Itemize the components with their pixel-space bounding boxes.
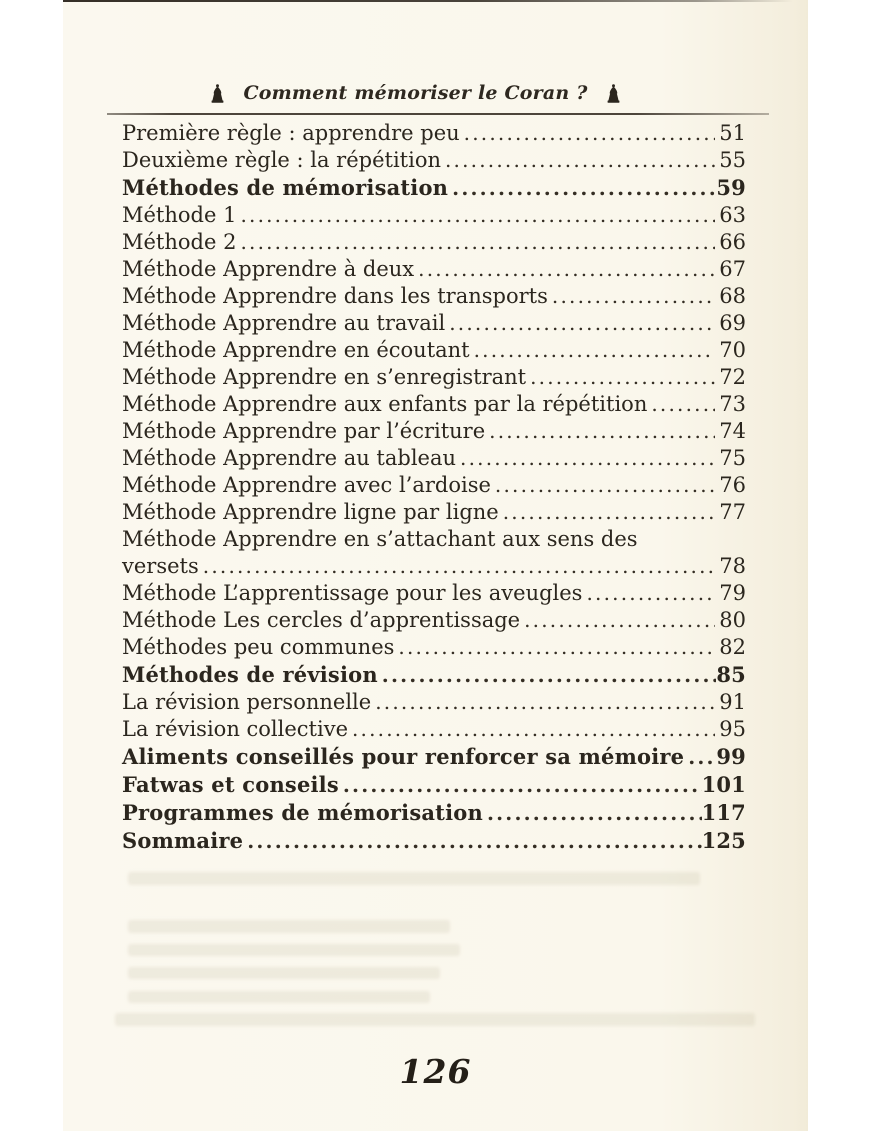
- toc-entry: [122, 472, 746, 499]
- toc-leader-dots: [449, 310, 715, 337]
- minaret-ornament-icon: [210, 84, 225, 103]
- toc-entry-label: La révision personnelle: [122, 690, 372, 714]
- running-header-title: Comment mémoriser le Coran ?: [243, 82, 588, 104]
- toc-entry-label: versets: [122, 554, 199, 578]
- toc-leader-dots: [586, 580, 715, 607]
- toc-entry-page: 85: [716, 662, 746, 687]
- toc-entry-label: Méthode Apprendre ligne par ligne: [122, 500, 499, 524]
- toc-entry-page: 70: [719, 338, 746, 362]
- bleedthrough-ghost-text: [128, 872, 700, 885]
- toc-entry-page: 79: [719, 581, 746, 605]
- toc-entry: [122, 526, 746, 553]
- running-header: [63, 82, 768, 104]
- bleedthrough-ghost-text: [128, 920, 450, 933]
- toc-entry-page: 74: [719, 419, 746, 443]
- toc-entry-label: Méthode Apprendre à deux: [122, 257, 415, 281]
- toc-leader-dots: [489, 418, 715, 445]
- toc-entry-page: 78: [719, 554, 746, 578]
- toc-entry-page: 101: [701, 772, 746, 797]
- toc-entry-label: Méthode 1: [122, 203, 237, 227]
- toc-leader-dots: [398, 634, 715, 661]
- toc-entry-page: 82: [719, 635, 746, 659]
- toc-entry: [122, 771, 746, 799]
- toc-entry-label: Programmes de mémorisation: [122, 800, 483, 825]
- toc-entry-page: 51: [719, 121, 746, 145]
- header-rule: [107, 113, 769, 115]
- toc-leader-dots: [247, 827, 701, 855]
- toc-entry-label: Méthode Apprendre aux enfants par la répétition: [122, 392, 648, 416]
- toc-entry-page: 59: [716, 175, 746, 200]
- toc-entry: [122, 364, 746, 391]
- bleedthrough-ghost-text: [128, 967, 440, 979]
- toc-entry-label: La révision collective: [122, 717, 348, 741]
- toc-entry-label: Sommaire: [122, 828, 244, 853]
- toc-entry: [122, 202, 746, 229]
- minaret-ornament-icon: [606, 84, 621, 103]
- bleedthrough-ghost-text: [128, 991, 430, 1003]
- toc-leader-dots: [343, 771, 702, 799]
- page-top-edge: [63, 0, 808, 2]
- toc-leader-dots: [688, 743, 716, 771]
- toc-leader-dots: [651, 391, 715, 418]
- toc-entry: [122, 174, 746, 202]
- toc-entry-page: 63: [719, 203, 746, 227]
- toc-entry-label: Méthode Apprendre au travail: [122, 311, 446, 335]
- toc-leader-dots: [487, 799, 702, 827]
- toc-entry-label: Méthodes peu communes: [122, 635, 395, 659]
- toc-leader-dots: [445, 147, 715, 174]
- toc-leader-dots: [503, 499, 716, 526]
- toc-entry-label: Méthode Les cercles d’apprentissage: [122, 608, 521, 632]
- toc-entry-page: 75: [719, 446, 746, 470]
- toc-entry: [122, 743, 746, 771]
- toc-entry-page: 76: [719, 473, 746, 497]
- toc-entry: [122, 418, 746, 445]
- toc-entry-page: 77: [719, 500, 746, 524]
- toc-entry-page: 73: [719, 392, 746, 416]
- toc-leader-dots: [460, 445, 715, 472]
- toc-entry: [122, 799, 746, 827]
- toc-entry: [122, 499, 746, 526]
- toc-entry: [122, 580, 746, 607]
- toc-entry-page: 91: [719, 690, 746, 714]
- toc-entry: [122, 391, 746, 418]
- toc-entry-label: Méthodes de mémorisation: [122, 175, 449, 200]
- toc-entry-label: Méthode Apprendre par l’écriture: [122, 419, 486, 443]
- toc-entry-page: 99: [716, 744, 746, 769]
- toc-entry: [122, 256, 746, 283]
- toc-entry-page: 66: [719, 230, 746, 254]
- toc-entry-label: Fatwas et conseils: [122, 772, 339, 797]
- folio-page-number: 126: [399, 1052, 472, 1091]
- toc-leader-dots: [452, 174, 716, 202]
- toc-leader-dots: [418, 256, 715, 283]
- toc-entry: [122, 827, 746, 855]
- toc-entry-page: 72: [719, 365, 746, 389]
- book-page: [63, 0, 808, 1131]
- toc-entry-page: 80: [719, 608, 746, 632]
- toc-leader-dots: [552, 283, 715, 310]
- toc-entry: [122, 689, 746, 716]
- toc-entry: [122, 120, 746, 147]
- toc-entry-label: Méthode 2: [122, 230, 237, 254]
- toc-entry-page: 68: [719, 284, 746, 308]
- toc-entry: [122, 283, 746, 310]
- toc-entry-label: Première règle : apprendre peu: [122, 121, 460, 145]
- toc-leader-dots: [495, 472, 715, 499]
- toc-leader-dots: [240, 202, 715, 229]
- toc-leader-dots: [352, 716, 715, 743]
- toc-entry: [122, 607, 746, 634]
- toc-entry-label: Méthodes de révision: [122, 662, 378, 687]
- toc-entry: [122, 661, 746, 689]
- toc-entry-label: Méthode Apprendre en écoutant: [122, 338, 470, 362]
- toc-leader-dots: [530, 364, 715, 391]
- toc-entry-page: 55: [719, 148, 746, 172]
- toc-leader-dots: [375, 689, 715, 716]
- bleedthrough-ghost-text: [128, 944, 460, 956]
- toc-entry-label: Méthode L’apprentissage pour les aveugles: [122, 581, 583, 605]
- toc-entry-label: Deuxième règle : la répétition: [122, 148, 441, 172]
- toc-entry: [122, 229, 746, 256]
- toc-leader-dots: [203, 553, 716, 580]
- toc-list: [122, 120, 746, 855]
- toc-entry-label: Méthode Apprendre dans les transports: [122, 284, 548, 308]
- toc-entry-page: 67: [719, 257, 746, 281]
- bleedthrough-ghost-text: [115, 1013, 755, 1026]
- toc-entry-label: Aliments conseillés pour renforcer sa mémoire: [122, 744, 685, 769]
- toc-entry-page: 125: [701, 828, 746, 853]
- toc-entry: [122, 310, 746, 337]
- toc-entry-page: 117: [701, 800, 746, 825]
- toc-entry-label: Méthode Apprendre en s’enregistrant: [122, 365, 527, 389]
- toc-entry: [122, 445, 746, 472]
- toc-entry: [122, 634, 746, 661]
- toc-entry: [122, 716, 746, 743]
- toc-entry-label: Méthode Apprendre en s’attachant aux sens des: [122, 527, 638, 551]
- toc-entry: [122, 147, 746, 174]
- toc-leader-dots: [464, 120, 716, 147]
- toc-leader-dots: [240, 229, 715, 256]
- toc-entry-page: 69: [719, 311, 746, 335]
- toc-leader-dots: [382, 661, 717, 689]
- toc-entry: [122, 553, 746, 580]
- toc-entry-page: 95: [719, 717, 746, 741]
- toc-leader-dots: [524, 607, 715, 634]
- toc-entry-label: Méthode Apprendre au tableau: [122, 446, 457, 470]
- toc-entry: [122, 337, 746, 364]
- toc-entry-label: Méthode Apprendre avec l’ardoise: [122, 473, 491, 497]
- toc-leader-dots: [474, 337, 716, 364]
